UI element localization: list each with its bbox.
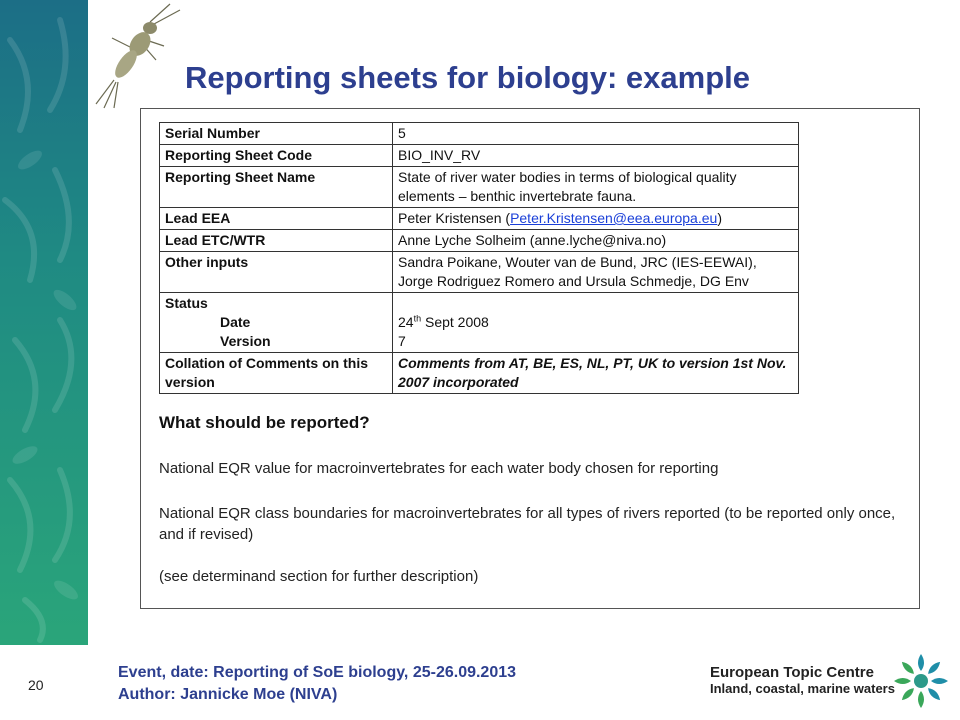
reporting-sheet-metadata-table <box>159 122 799 394</box>
table-row <box>160 145 799 167</box>
lead-etc-key: Lead ETC/WTR <box>160 230 393 252</box>
table-row <box>160 353 799 394</box>
report-paragraph: (see determinand section for further description) <box>159 568 479 585</box>
status-value <box>393 293 799 353</box>
status-version-value: 7 <box>398 333 406 349</box>
sheet-code-value: BIO_INV_RV <box>393 145 799 167</box>
table-row <box>160 230 799 252</box>
sheet-name-key: Reporting Sheet Name <box>160 167 393 208</box>
table-row <box>160 167 799 208</box>
slide-title: Reporting sheets for biology: example <box>185 60 750 95</box>
etc-logo-text <box>710 664 895 696</box>
serial-number-key: Serial Number <box>160 123 393 145</box>
status-key <box>160 293 393 353</box>
lead-eea-email-link[interactable]: Peter.Kristensen@eea.europa.eu <box>510 210 718 226</box>
status-version-label: Version <box>220 333 271 349</box>
lead-eea-prefix: Peter Kristensen ( <box>398 210 511 226</box>
lead-etc-value: Anne Lyche Solheim (anne.lyche@niva.no) <box>393 230 799 252</box>
lead-eea-value <box>393 208 799 230</box>
page-number: 20 <box>28 677 44 693</box>
etc-logo-line2: Inland, coastal, marine waters <box>710 681 895 696</box>
status-date-suffix: th <box>413 313 422 324</box>
footer-event-info <box>118 662 516 706</box>
report-paragraph: National EQR value for macroinvertebrates for each water body chosen for reporting <box>159 460 719 477</box>
etc-star-logo-icon <box>892 652 950 710</box>
comments-key: Collation of Comments on this version <box>160 353 393 394</box>
mayfly-nymph-icon <box>92 0 192 110</box>
status-label: Status <box>165 295 208 311</box>
side-decoration-band <box>0 0 88 645</box>
report-paragraph: National EQR class boundaries for macroinvertebrates for all types of rivers reported (to be reported only once, and if revised) <box>159 505 896 543</box>
footer-event-line: Event, date: Reporting of SoE biology, 25-26.09.2013 <box>118 664 517 681</box>
table-row <box>160 208 799 230</box>
reporting-sheet-excerpt <box>140 108 920 609</box>
status-date-rest: Sept 2008 <box>421 314 489 330</box>
etc-logo-line1: European Topic Centre <box>710 664 874 681</box>
status-date-label: Date <box>220 314 251 330</box>
sheet-name-value: State of river water bodies in terms of biological quality elements – benthic invertebrate fauna. <box>393 167 799 208</box>
comments-value: Comments from AT, BE, ES, NL, PT, UK to version 1st Nov. 2007 incorporated <box>393 353 799 394</box>
footer-author-line: Author: Jannicke Moe (NIVA) <box>118 686 338 703</box>
table-row <box>160 252 799 293</box>
table-row <box>160 293 799 353</box>
what-reported-heading: What should be reported? <box>159 413 370 432</box>
serial-number-value: 5 <box>393 123 799 145</box>
leaf-pattern-icon <box>0 0 88 645</box>
lead-eea-key: Lead EEA <box>160 208 393 230</box>
sheet-code-key: Reporting Sheet Code <box>160 145 393 167</box>
other-inputs-value: Sandra Poikane, Wouter van de Bund, JRC (IES-EEWAI), Jorge Rodriguez Romero and Ursula Schmedje, DG Env <box>393 252 799 293</box>
status-date-day: 24 <box>398 314 414 330</box>
table-row <box>160 123 799 145</box>
other-inputs-key: Other inputs <box>160 252 393 293</box>
lead-eea-suffix: ) <box>717 210 722 226</box>
